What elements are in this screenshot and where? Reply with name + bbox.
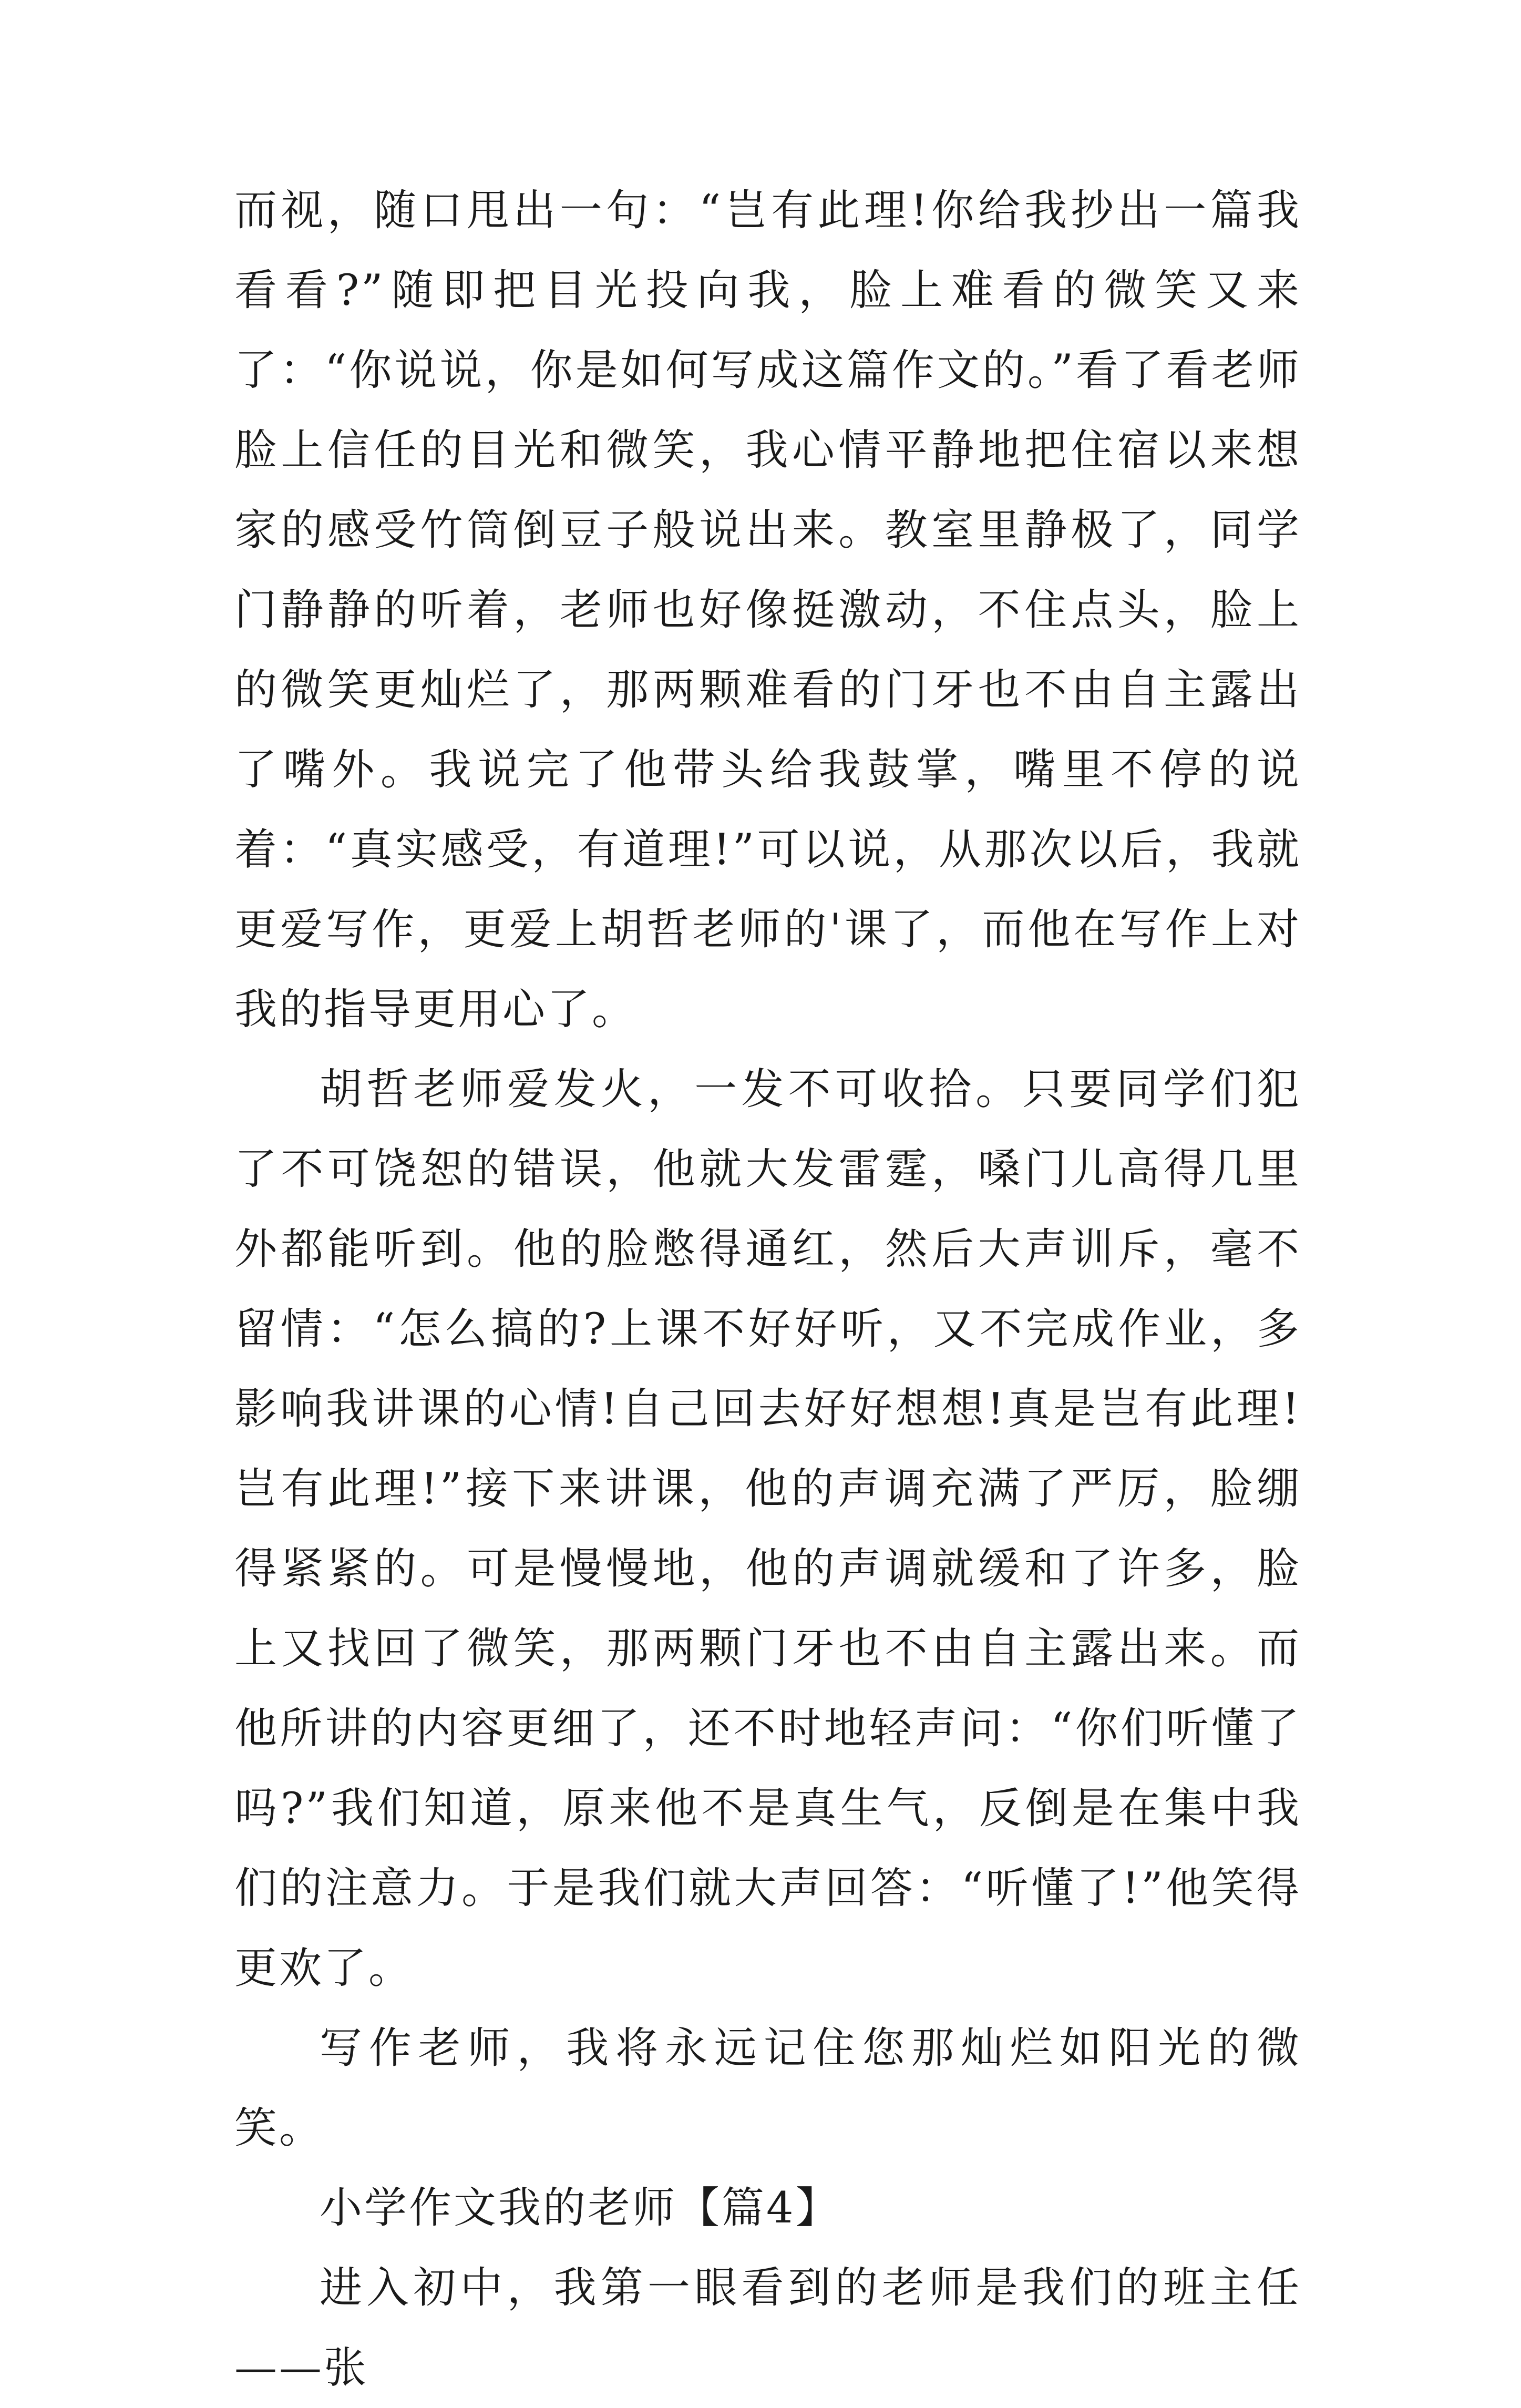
paragraph-hu-zhe-temper: 胡哲老师爱发火，一发不可收拾。只要同学们犯了不可饶恕的错误，他就大发雷霆，嗓门儿高得几里外都能听到。他的脸憋得通红，然后大声训斥，毫不留情：“怎么搞的?上课不好好听，又不完成作业，多影响我讲课的心情!自己回去好好想想!真是岂有此理!岂有此理!”接下来讲课，他的声调充满了严厉，脸绷得紧紧的。可是慢慢地，他的声调就缓和了许多，脸上又找回了微笑，那两颗门牙也不由自主露出来。而他所讲的内容更细了，还不时地轻声问：“你们听懂了吗?”我们知道，原来他不是真生气，反倒是在集中我们的注意力。于是我们就大声回答：“听懂了!”他笑得更欢了。	[234, 1065, 1301, 1993]
paragraph-continuation: 而视，随口甩出一句：“岂有此理!你给我抄出一篇我看看?”随即把目光投向我，脸上难看的微笑又来了：“你说说，你是如何写成这篇作文的。”看了看老师脸上信任的目光和微笑，我心情平静地把住宿以来想家的感受竹筒倒豆子般说出来。教室里静极了，同学门静静的听着，老师也好像挺激动，不住点头，脸上的微笑更灿烂了，那两颗难看的门牙也不由自主露出了嘴外。我说完了他带头给我鼓掌，嘴里不停的说着：“真实感受，有道理!”可以说，从那次以后，我就更爱写作，更爱上胡哲老师的'课了，而他在写作上对我的指导更用心了。	[234, 186, 1301, 1034]
section-heading: 小学作文我的老师【篇4】	[320, 2184, 840, 2233]
paragraph-intro-next: 进入初中，我第一眼看到的老师是我们的班主任——张	[234, 2263, 1301, 2393]
paragraph-closing-line: 写作老师，我将永远记住您那灿烂如阳光的微笑。	[234, 2024, 1301, 2153]
document-body	[234, 171, 1301, 2408]
